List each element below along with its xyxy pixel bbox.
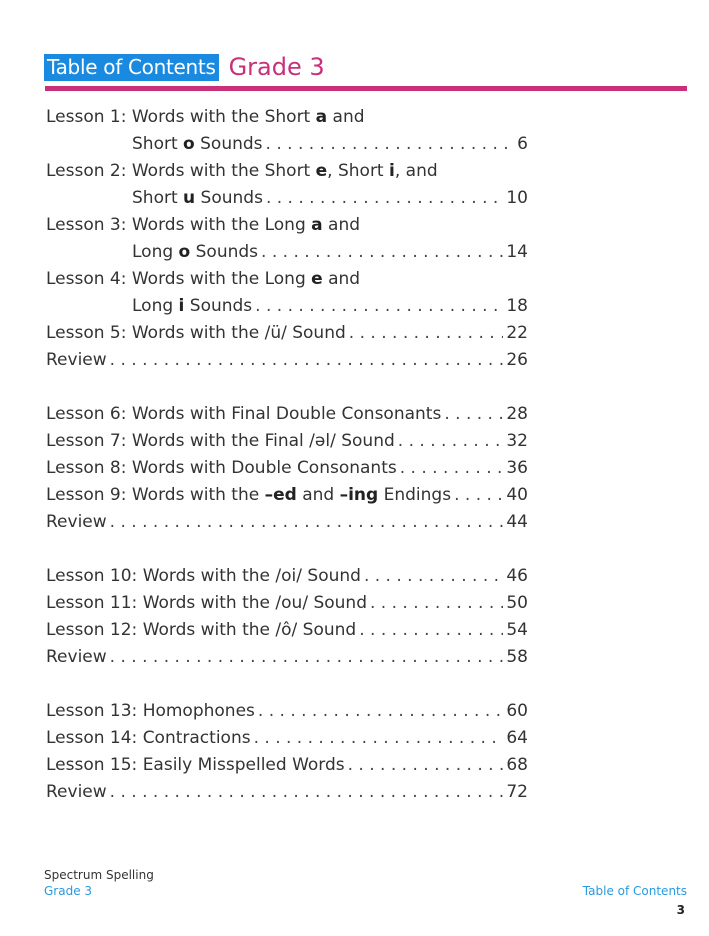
toc-text: , Short bbox=[327, 161, 390, 181]
toc-entry bbox=[46, 617, 528, 644]
toc-entry-label bbox=[46, 590, 367, 617]
toc-page-number: 60 bbox=[506, 701, 528, 721]
toc-text: and bbox=[327, 107, 365, 127]
toc-page-number: 6 bbox=[517, 134, 528, 154]
toc-emphasis: o bbox=[183, 134, 195, 154]
footer-section: Table of Contents bbox=[582, 884, 687, 898]
toc-page-number: 64 bbox=[506, 728, 528, 748]
toc-entry-label bbox=[46, 482, 451, 509]
toc-entry-label bbox=[46, 401, 441, 428]
toc-entry-label bbox=[46, 509, 107, 536]
page-number: 3 bbox=[676, 903, 685, 917]
toc-emphasis: a bbox=[311, 215, 323, 235]
dot-leader bbox=[370, 590, 503, 617]
toc-text: Sounds bbox=[195, 188, 263, 208]
toc-entry-label bbox=[46, 104, 365, 131]
toc-emphasis: –ing bbox=[339, 485, 379, 505]
dot-leader bbox=[349, 320, 504, 347]
dot-leader bbox=[254, 725, 504, 752]
dot-leader bbox=[398, 428, 504, 455]
header-rule bbox=[45, 86, 687, 91]
toc-text: Lesson 6: Words with Final Double Consonants bbox=[46, 404, 442, 424]
grade-heading: Grade 3 bbox=[228, 53, 325, 81]
toc-entry-label bbox=[46, 698, 255, 725]
toc-emphasis: i bbox=[178, 296, 185, 316]
toc-entry-label bbox=[46, 752, 345, 779]
toc-emphasis: e bbox=[315, 161, 328, 181]
toc-entry-label bbox=[132, 239, 258, 266]
toc-text: Lesson 10: Words with the /oi/ Sound bbox=[46, 566, 361, 586]
toc-page-number: 46 bbox=[506, 566, 528, 586]
toc-page-number: 54 bbox=[506, 620, 528, 640]
toc-entry-label bbox=[46, 455, 397, 482]
toc-entry bbox=[46, 320, 528, 347]
toc-entry bbox=[46, 185, 528, 212]
toc-entry-label bbox=[46, 347, 107, 374]
toc-entry-label bbox=[46, 266, 360, 293]
toc-page-number: 22 bbox=[506, 323, 528, 343]
toc-page-number: 28 bbox=[506, 404, 528, 424]
toc-entry-label bbox=[132, 185, 263, 212]
toc-text: Sounds bbox=[194, 134, 263, 154]
dot-leader bbox=[266, 131, 515, 158]
toc-entry bbox=[46, 239, 528, 266]
toc-page-number: 18 bbox=[506, 296, 528, 316]
dot-leader bbox=[110, 779, 504, 806]
toc-emphasis: e bbox=[311, 269, 323, 289]
toc-page-number: 10 bbox=[506, 188, 528, 208]
toc-entry-label bbox=[46, 158, 438, 185]
toc-entry bbox=[46, 293, 528, 320]
toc-emphasis: –ed bbox=[264, 485, 297, 505]
toc-text: Long bbox=[132, 242, 179, 262]
toc-text: Lesson 3: Words with the Long bbox=[46, 215, 312, 235]
toc-text: Short bbox=[132, 134, 184, 154]
toc-entry bbox=[46, 725, 528, 752]
toc-text: and bbox=[322, 269, 361, 289]
toc-entry-label bbox=[46, 617, 356, 644]
toc-entry bbox=[46, 509, 528, 536]
toc-text: Lesson 2: Words with the Short bbox=[46, 161, 316, 181]
dot-leader bbox=[364, 563, 503, 590]
toc-entry-label bbox=[46, 212, 360, 239]
toc-text: Endings bbox=[378, 485, 452, 505]
dot-leader bbox=[348, 752, 504, 779]
footer-grade: Grade 3 bbox=[44, 884, 93, 898]
dot-leader bbox=[444, 401, 503, 428]
toc-emphasis: u bbox=[183, 188, 196, 208]
toc-text: Lesson 1: Words with the Short bbox=[46, 107, 316, 127]
toc-entry bbox=[46, 779, 528, 806]
toc-text: Review bbox=[46, 782, 107, 802]
toc-entry bbox=[46, 212, 528, 239]
toc-text: Review bbox=[46, 647, 107, 667]
toc-page-number: 50 bbox=[506, 593, 528, 613]
toc-entry bbox=[46, 347, 528, 374]
toc-text: , and bbox=[394, 161, 438, 181]
toc-entry-label bbox=[132, 293, 252, 320]
toc-entry bbox=[46, 104, 528, 131]
toc-page-number: 68 bbox=[506, 755, 528, 775]
toc-entry bbox=[46, 158, 528, 185]
toc-text: Lesson 11: Words with the /ou/ Sound bbox=[46, 593, 367, 613]
toc-page-number: 44 bbox=[506, 512, 528, 532]
toc-page-number: 40 bbox=[506, 485, 528, 505]
toc-text: Lesson 5: Words with the /ü/ Sound bbox=[46, 323, 346, 343]
toc-entry-label bbox=[46, 725, 251, 752]
toc-text: Lesson 14: Contractions bbox=[46, 728, 251, 748]
toc-page-number: 26 bbox=[506, 350, 528, 370]
page-header bbox=[44, 53, 325, 81]
toc-entry-label bbox=[46, 779, 107, 806]
dot-leader bbox=[110, 347, 504, 374]
toc-entry-label bbox=[46, 428, 395, 455]
toc-text: Review bbox=[46, 512, 107, 532]
toc-text: Lesson 9: Words with the bbox=[46, 485, 265, 505]
toc-entry bbox=[46, 590, 528, 617]
table-of-contents bbox=[46, 104, 528, 806]
toc-page-number: 32 bbox=[506, 431, 528, 451]
toc-text: Lesson 8: Words with Double Consonants bbox=[46, 458, 397, 478]
toc-text: Lesson 15: Easily Misspelled Words bbox=[46, 755, 345, 775]
toc-entry-label bbox=[132, 131, 263, 158]
dot-leader bbox=[400, 455, 504, 482]
toc-text: Lesson 12: Words with the /ô/ Sound bbox=[46, 620, 357, 640]
dot-leader bbox=[255, 293, 503, 320]
toc-entry-label bbox=[46, 563, 361, 590]
toc-entry bbox=[46, 266, 528, 293]
toc-entry bbox=[46, 482, 528, 509]
dot-leader bbox=[261, 239, 503, 266]
toc-entry bbox=[46, 563, 528, 590]
dot-leader bbox=[110, 644, 504, 671]
toc-entry bbox=[46, 752, 528, 779]
toc-emphasis: o bbox=[178, 242, 191, 262]
dot-leader bbox=[454, 482, 503, 509]
dot-leader bbox=[359, 617, 503, 644]
toc-entry-label bbox=[46, 644, 107, 671]
toc-text: Sounds bbox=[190, 242, 259, 262]
toc-text: Lesson 4: Words with the Long bbox=[46, 269, 312, 289]
toc-text: Lesson 7: Words with the Final /əl/ Sound bbox=[46, 431, 395, 451]
toc-entry bbox=[46, 698, 528, 725]
toc-text: Lesson 13: Homophones bbox=[46, 701, 255, 721]
dot-leader bbox=[258, 698, 503, 725]
toc-page-number: 58 bbox=[506, 647, 528, 667]
toc-entry bbox=[46, 131, 528, 158]
toc-entry bbox=[46, 401, 528, 428]
toc-entry-label bbox=[46, 320, 346, 347]
toc-entry bbox=[46, 644, 528, 671]
toc-text: Long bbox=[132, 296, 179, 316]
toc-page-number: 72 bbox=[506, 782, 528, 802]
dot-leader bbox=[110, 509, 504, 536]
toc-text: Sounds bbox=[184, 296, 253, 316]
dot-leader bbox=[266, 185, 503, 212]
toc-text: Short bbox=[132, 188, 184, 208]
toc-page-number: 36 bbox=[506, 458, 528, 478]
page-title: Table of Contents bbox=[44, 54, 219, 81]
toc-text: Review bbox=[46, 350, 107, 370]
toc-emphasis: i bbox=[389, 161, 395, 181]
toc-entry bbox=[46, 455, 528, 482]
footer-series: Spectrum Spelling bbox=[44, 868, 154, 882]
toc-entry bbox=[46, 428, 528, 455]
toc-page-number: 14 bbox=[506, 242, 528, 262]
toc-text: and bbox=[296, 485, 340, 505]
toc-emphasis: a bbox=[315, 107, 328, 127]
toc-text: and bbox=[322, 215, 361, 235]
